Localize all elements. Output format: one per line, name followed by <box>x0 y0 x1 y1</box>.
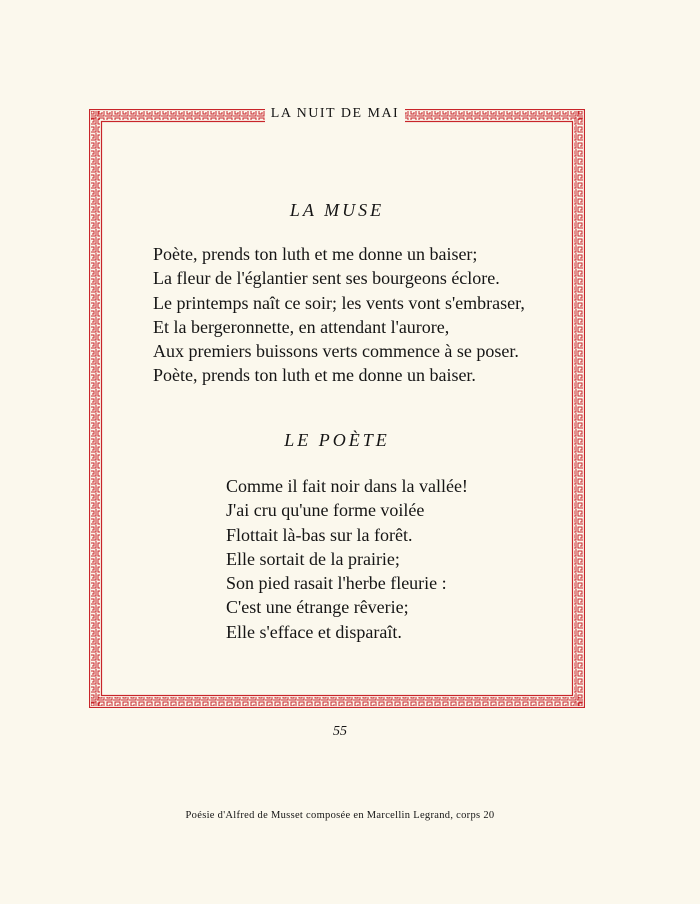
poete-stanza <box>226 474 468 644</box>
verse-line: Comme il fait noir dans la vallée! <box>226 476 468 496</box>
verse-line: Poète, prends ton luth et me donne un baiser; <box>153 244 478 264</box>
running-title: LA NUIT DE MAI <box>265 105 405 123</box>
verse-line: La fleur de l'églantier sent ses bourgeons éclore. <box>153 268 500 289</box>
muse-stanza <box>153 242 525 388</box>
verse-line: Et la bergeronnette, en attendant l'aurore, <box>153 316 450 337</box>
speaker-heading-muse: LA MUSE <box>289 200 385 220</box>
verse-line: Elle sortait de la prairie; <box>226 548 400 569</box>
verse-line: Poète, prends ton luth et me donne un baiser. <box>153 365 476 386</box>
colophon: Poésie d'Alfred de Musset composée en Marcellin Legrand, corps 20 <box>185 810 495 821</box>
page-number: 55 <box>333 724 347 739</box>
verse-line: Aux premiers buissons verts commence à se poser. <box>153 341 519 362</box>
verse-line: Le printemps naît ce soir; les vents vont s'embraser, <box>153 292 525 313</box>
verse-line: Flottait là-bas sur la forêt. <box>226 524 413 545</box>
verse-line: J'ai cru qu'une forme voilée <box>226 500 425 521</box>
verse-line: C'est une étrange rêverie; <box>226 597 409 618</box>
speaker-heading-poete: LE POÈTE <box>284 430 390 450</box>
verse-line: Elle s'efface et disparaît. <box>226 621 402 642</box>
verse-line: Son pied rasait l'herbe fleurie : <box>226 573 447 594</box>
